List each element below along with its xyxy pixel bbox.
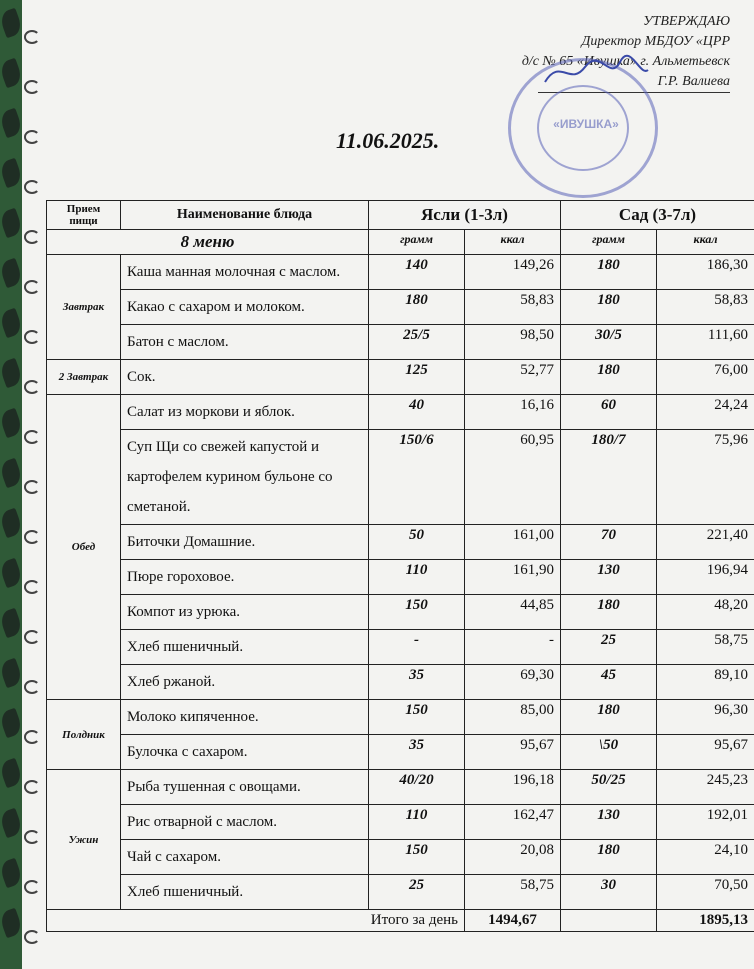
ring-icon (24, 930, 40, 944)
meal-type: Ужин (47, 770, 121, 910)
dish-name: Каша манная молочная с маслом. (121, 255, 369, 290)
total-garden: 1895,13 (657, 910, 754, 932)
garden-gram: 45 (561, 665, 657, 700)
approval-line-1: УТВЕРЖДАЮ (643, 14, 730, 29)
header-garden-gram: грамм (561, 230, 657, 255)
ring-icon (24, 880, 40, 894)
nursery-kcal: 44,85 (465, 595, 561, 630)
garden-gram: 50/25 (561, 770, 657, 805)
garden-kcal: 196,94 (657, 560, 754, 595)
leaf-icon (0, 908, 24, 939)
garden-kcal: 58,75 (657, 630, 754, 665)
nursery-gram: 180 (369, 290, 465, 325)
dish-name: Булочка с сахаром. (121, 735, 369, 770)
dish-name: Хлеб пшеничный. (121, 630, 369, 665)
garden-gram: 180/7 (561, 430, 657, 525)
leaf-icon (0, 108, 24, 139)
ring-icon (24, 80, 40, 94)
stamp-text: «ИВУШКА» (553, 117, 619, 131)
dish-name: Биточки Домашние. (121, 525, 369, 560)
menu-number: 8 меню (47, 230, 369, 255)
leaf-icon (0, 358, 24, 389)
nursery-gram: 40/20 (369, 770, 465, 805)
leaf-icon (0, 808, 24, 839)
ring-icon (24, 780, 40, 794)
table-row (47, 325, 754, 360)
nursery-gram: 150 (369, 595, 465, 630)
nursery-kcal: 20,08 (465, 840, 561, 875)
nursery-gram: 40 (369, 395, 465, 430)
ring-icon (24, 480, 40, 494)
garden-gram: 60 (561, 395, 657, 430)
dish-name: Компот из урюка. (121, 595, 369, 630)
leaf-icon (0, 608, 24, 639)
table-row (47, 875, 754, 910)
garden-kcal: 75,96 (657, 430, 754, 525)
table-row (47, 595, 754, 630)
leaf-icon (0, 758, 24, 789)
meal-type: 2 Завтрак (47, 360, 121, 395)
ring-icon (24, 230, 40, 244)
nursery-gram: 25 (369, 875, 465, 910)
nursery-gram: 140 (369, 255, 465, 290)
dish-name: Сок. (121, 360, 369, 395)
nursery-kcal: 98,50 (465, 325, 561, 360)
meal-type: Обед (47, 395, 121, 700)
approval-line-3: д/с № 65 «Ивушка» г. Альметьевск (521, 54, 730, 69)
table-row (47, 665, 754, 700)
nursery-kcal: 16,16 (465, 395, 561, 430)
nursery-kcal: 58,75 (465, 875, 561, 910)
leaf-icon (0, 8, 24, 39)
table-row (47, 360, 754, 395)
leaf-icon (0, 458, 24, 489)
garden-kcal: 24,24 (657, 395, 754, 430)
nursery-gram: 25/5 (369, 325, 465, 360)
table-row (47, 395, 754, 430)
approval-line-2: Директор МБДОУ «ЦРР (581, 34, 730, 49)
table-row (47, 805, 754, 840)
menu-table (46, 200, 754, 932)
nursery-gram: 125 (369, 360, 465, 395)
table-row (47, 430, 754, 525)
nursery-gram: 150/6 (369, 430, 465, 525)
garden-kcal: 70,50 (657, 875, 754, 910)
total-nursery: 1494,67 (465, 910, 561, 932)
leaf-icon (0, 58, 24, 89)
table-row (47, 525, 754, 560)
nursery-gram: 35 (369, 665, 465, 700)
header-garden-kcal: ккал (657, 230, 754, 255)
garden-gram: 70 (561, 525, 657, 560)
ring-icon (24, 330, 40, 344)
meal-type: Полдник (47, 700, 121, 770)
total-empty (561, 910, 657, 932)
garden-gram: 25 (561, 630, 657, 665)
nursery-kcal: 162,47 (465, 805, 561, 840)
nursery-gram: 110 (369, 805, 465, 840)
dish-name: Молоко кипяченное. (121, 700, 369, 735)
ring-icon (24, 630, 40, 644)
nursery-gram: 35 (369, 735, 465, 770)
ring-icon (24, 280, 40, 294)
table-row (47, 770, 754, 805)
meal-type: Завтрак (47, 255, 121, 360)
garden-kcal: 76,00 (657, 360, 754, 395)
table-row (47, 560, 754, 595)
header-nursery: Ясли (1-3л) (369, 201, 561, 230)
table-row (47, 290, 754, 325)
leaf-icon (0, 708, 24, 739)
nursery-kcal: 95,67 (465, 735, 561, 770)
nursery-kcal: 60,95 (465, 430, 561, 525)
dish-name: Хлеб пшеничный. (121, 875, 369, 910)
garden-kcal: 24,10 (657, 840, 754, 875)
garden-kcal: 96,30 (657, 700, 754, 735)
signature-icon (540, 52, 650, 92)
leaf-icon (0, 658, 24, 689)
ring-icon (24, 530, 40, 544)
leaf-icon (0, 558, 24, 589)
garden-kcal: 221,40 (657, 525, 754, 560)
leaf-icon (0, 258, 24, 289)
ring-icon (24, 730, 40, 744)
garden-gram: 180 (561, 595, 657, 630)
dish-name: Суп Щи со свежей капустой и картофелем курином бульоне со сметаной. (121, 430, 369, 525)
ring-icon (24, 380, 40, 394)
nursery-gram: 110 (369, 560, 465, 595)
nursery-kcal: 161,00 (465, 525, 561, 560)
leaf-icon (0, 858, 24, 889)
nursery-gram: 150 (369, 700, 465, 735)
nursery-kcal: 196,18 (465, 770, 561, 805)
table-row (47, 840, 754, 875)
table-row (47, 700, 754, 735)
garden-gram: 130 (561, 805, 657, 840)
nursery-kcal: - (465, 630, 561, 665)
leaf-icon (0, 508, 24, 539)
dish-name: Чай с сахаром. (121, 840, 369, 875)
garden-kcal: 111,60 (657, 325, 754, 360)
dish-name: Батон с маслом. (121, 325, 369, 360)
leaf-icon (0, 308, 24, 339)
leaf-icon (0, 408, 24, 439)
spiral-binding (22, 0, 40, 969)
leaf-icon (0, 158, 24, 189)
nursery-kcal: 52,77 (465, 360, 561, 395)
ring-icon (24, 580, 40, 594)
nursery-kcal: 149,26 (465, 255, 561, 290)
dish-name: Рис отварной с маслом. (121, 805, 369, 840)
garden-gram: 180 (561, 255, 657, 290)
garden-gram: \50 (561, 735, 657, 770)
ring-icon (24, 430, 40, 444)
menu-date: 11.06.2025. (336, 128, 440, 153)
dish-name: Пюре гороховое. (121, 560, 369, 595)
nursery-kcal: 58,83 (465, 290, 561, 325)
header-nursery-gram: грамм (369, 230, 465, 255)
nursery-gram: 150 (369, 840, 465, 875)
menu-sheet (22, 0, 754, 969)
garden-gram: 30/5 (561, 325, 657, 360)
garden-gram: 180 (561, 700, 657, 735)
ring-icon (24, 130, 40, 144)
ring-icon (24, 680, 40, 694)
table-row (47, 735, 754, 770)
header-meal: Прием пищи (47, 201, 121, 230)
dish-name: Салат из моркови и яблок. (121, 395, 369, 430)
dish-name: Какао с сахаром и молоком. (121, 290, 369, 325)
header-nursery-kcal: ккал (465, 230, 561, 255)
table-row (47, 255, 754, 290)
nursery-gram: - (369, 630, 465, 665)
nursery-gram: 50 (369, 525, 465, 560)
ring-icon (24, 180, 40, 194)
garden-gram: 130 (561, 560, 657, 595)
dish-name: Хлеб ржаной. (121, 665, 369, 700)
nursery-kcal: 69,30 (465, 665, 561, 700)
nursery-kcal: 85,00 (465, 700, 561, 735)
garden-kcal: 192,01 (657, 805, 754, 840)
ring-icon (24, 30, 40, 44)
garden-gram: 180 (561, 840, 657, 875)
header-dish-name: Наименование блюда (121, 201, 369, 230)
approval-line-4: Г.Р. Валиева (538, 72, 730, 93)
garden-gram: 180 (561, 360, 657, 395)
leaf-icon (0, 208, 24, 239)
table-row (47, 630, 754, 665)
garden-kcal: 48,20 (657, 595, 754, 630)
ring-icon (24, 830, 40, 844)
garden-gram: 30 (561, 875, 657, 910)
dish-name: Рыба тушенная с овощами. (121, 770, 369, 805)
garden-kcal: 58,83 (657, 290, 754, 325)
garden-kcal: 186,30 (657, 255, 754, 290)
total-label: Итого за день (47, 910, 465, 932)
nursery-kcal: 161,90 (465, 560, 561, 595)
garden-kcal: 89,10 (657, 665, 754, 700)
garden-kcal: 245,23 (657, 770, 754, 805)
garden-gram: 180 (561, 290, 657, 325)
header-garden: Сад (3-7л) (561, 201, 754, 230)
garden-kcal: 95,67 (657, 735, 754, 770)
